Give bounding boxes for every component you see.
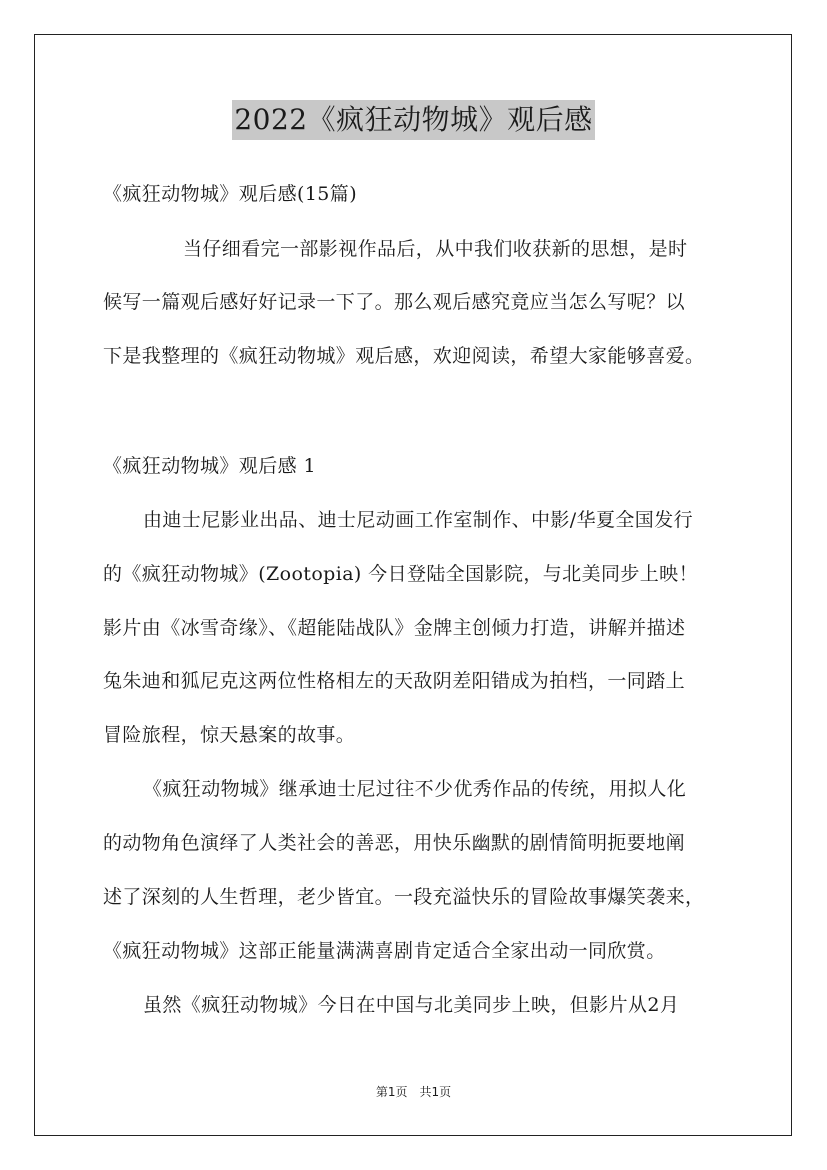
paragraph-line: 述了深刻的人生哲理，老少皆宜。一段充溢快乐的冒险故事爆笑袭来， (103, 886, 705, 908)
title-container (0, 100, 827, 140)
paragraph-line: 兔朱迪和狐尼克这两位性格相左的天敌阴差阳错成为拍档，一同踏上 (103, 670, 686, 692)
page-number: 第1页 共1页 (375, 1085, 452, 1099)
paragraph-line: 由迪士尼影业出品、迪士尼动画工作室制作、中影/华夏全国发行 (143, 509, 694, 531)
paragraph-line: 冒险旅程，惊天悬案的故事。 (103, 724, 356, 746)
paragraph-line: 《疯狂动物城》继承迪士尼过往不少优秀作品的传统，用拟人化 (143, 778, 687, 800)
paragraph-line: 影片由《冰雪奇缘》、《超能陆战队》金牌主创倾力打造，讲解并描述 (103, 617, 686, 639)
paragraph-line: 《疯狂动物城》这部正能量满满喜剧肯定适合全家出动一同欣赏。 (103, 940, 666, 962)
subtitle: 《疯狂动物城》观后感(15篇) (103, 183, 358, 205)
section-heading: 《疯狂动物城》观后感 1 (103, 455, 316, 477)
paragraph-line: 的动物角色演绎了人类社会的善恶，用快乐幽默的剧情简明扼要地阐 (103, 832, 686, 854)
document-title: 2022《疯狂动物城》观后感 (232, 100, 594, 140)
paragraph-line: 虽然《疯狂动物城》今日在中国与北美同步上映，但影片从2月 (143, 994, 680, 1016)
intro-line: 当仔细看完一部影视作品后，从中我们收获新的思想，是时 (183, 238, 688, 260)
intro-line: 候写一篇观后感好好记录一下了。那么观后感究竟应当怎么写呢？以 (103, 291, 686, 313)
intro-line: 下是我整理的《疯狂动物城》观后感，欢迎阅读，希望大家能够喜爱。 (103, 345, 705, 367)
paragraph-line: 的《疯狂动物城》(Zootopia) 今日登陆全国影院，与北美同步上映！ (103, 563, 698, 585)
